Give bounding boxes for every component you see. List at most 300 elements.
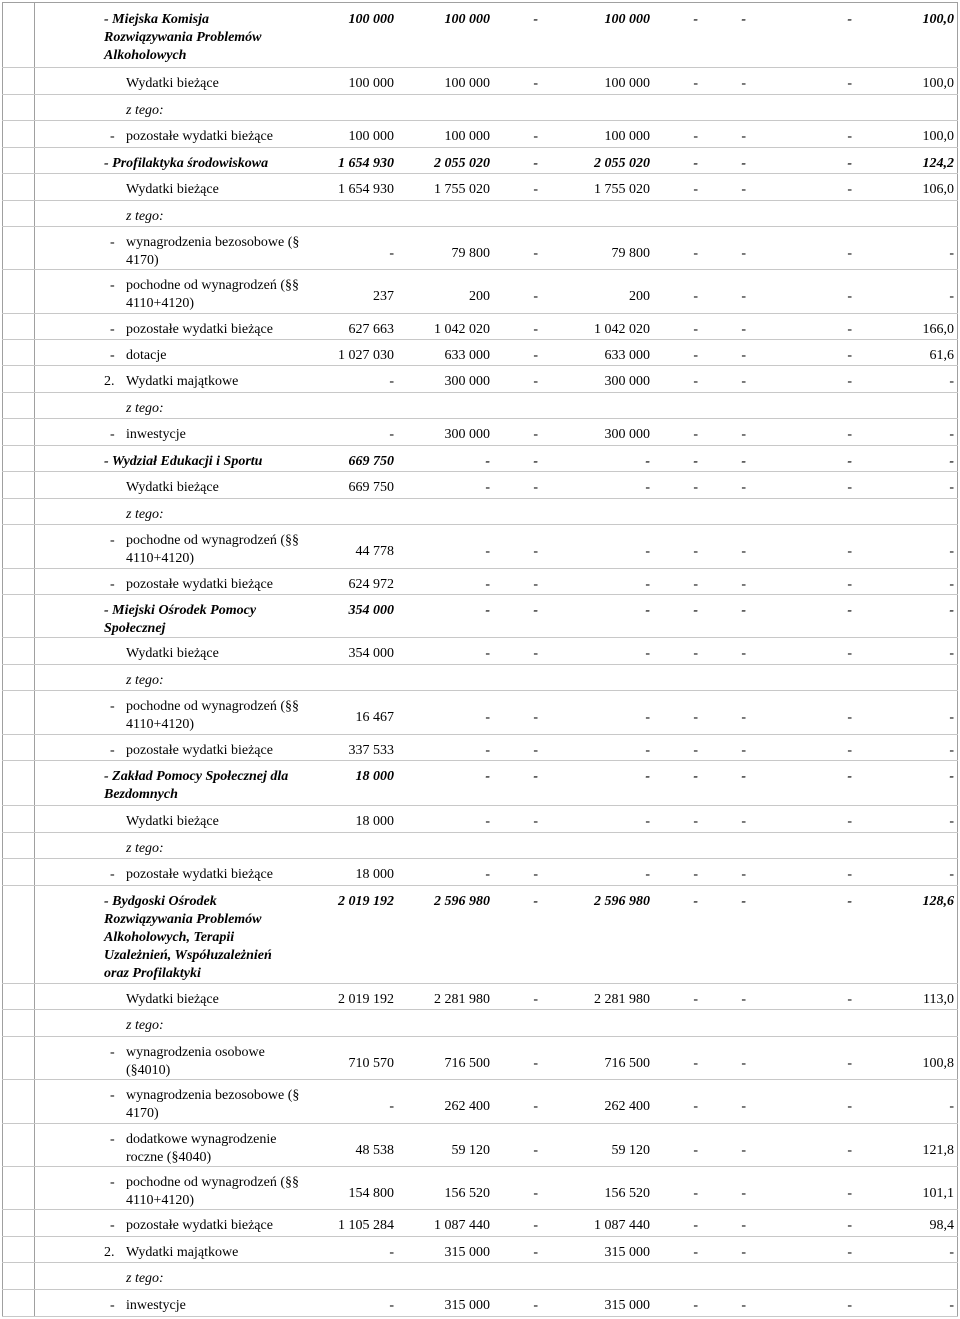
item-dash: - xyxy=(110,1175,115,1190)
of-which-label: z tego: xyxy=(126,103,164,118)
value-cell: - xyxy=(485,814,490,829)
value-cell: - xyxy=(645,814,650,829)
value-cell: - xyxy=(949,289,954,304)
item-dash: - xyxy=(110,699,115,714)
value-cell: - xyxy=(485,577,490,592)
value-cell: - xyxy=(847,544,852,559)
value-cell: - xyxy=(949,769,954,784)
value-cell: - xyxy=(741,374,746,389)
value-cell: - xyxy=(533,480,538,495)
value-cell: - xyxy=(645,646,650,661)
value-cell: - xyxy=(949,454,954,469)
value-cell: - xyxy=(693,577,698,592)
value-cell: - xyxy=(533,867,538,882)
value-cell: 300 000 xyxy=(444,374,490,389)
value-cell: 79 800 xyxy=(451,246,490,261)
value-cell: 18 000 xyxy=(355,769,394,784)
table-row xyxy=(2,1124,958,1167)
value-cell: - xyxy=(693,769,698,784)
value-cell: - xyxy=(485,646,490,661)
value-cell: - xyxy=(693,1143,698,1158)
value-cell: 44 778 xyxy=(355,544,394,559)
value-cell: 669 750 xyxy=(348,454,394,469)
value-cell: - xyxy=(533,76,538,91)
item-label: pozostałe wydatki bieżące xyxy=(126,129,273,144)
value-cell: 100 000 xyxy=(604,12,650,27)
of-which-label: z tego: xyxy=(126,673,164,688)
value-cell: - xyxy=(533,577,538,592)
table-row xyxy=(2,201,958,227)
value-cell: 2 596 980 xyxy=(594,894,650,909)
table-row xyxy=(2,886,958,984)
item-dash: - xyxy=(110,743,115,758)
value-cell: 106,0 xyxy=(922,182,954,197)
value-cell: - xyxy=(693,129,698,144)
value-cell: - xyxy=(389,246,394,261)
value-cell: - xyxy=(693,894,698,909)
row-category-label: Wydatki majątkowe xyxy=(126,1245,239,1260)
value-cell: - xyxy=(741,1245,746,1260)
value-cell: 48 538 xyxy=(355,1143,394,1158)
value-cell: - xyxy=(533,246,538,261)
value-cell: 100 000 xyxy=(348,129,394,144)
of-which-label: z tego: xyxy=(126,1018,164,1033)
table-row xyxy=(2,393,958,419)
value-cell: - xyxy=(741,867,746,882)
value-cell: - xyxy=(741,577,746,592)
value-cell: - xyxy=(847,577,852,592)
item-dash: - xyxy=(110,533,115,548)
value-cell: 262 400 xyxy=(604,1099,650,1114)
item-dash: - xyxy=(110,235,115,250)
value-cell: - xyxy=(693,1298,698,1313)
of-which-label: z tego: xyxy=(126,1271,164,1286)
value-cell: - xyxy=(847,1298,852,1313)
value-cell: - xyxy=(949,646,954,661)
table-row xyxy=(2,148,958,174)
value-cell: - xyxy=(693,1218,698,1233)
value-cell: - xyxy=(847,76,852,91)
value-cell: - xyxy=(693,182,698,197)
value-cell: - xyxy=(847,156,852,171)
value-cell: - xyxy=(949,1099,954,1114)
value-cell: - xyxy=(949,246,954,261)
table-row xyxy=(2,833,958,859)
value-cell: - xyxy=(533,322,538,337)
value-cell: 128,6 xyxy=(922,894,954,909)
value-cell: - xyxy=(949,480,954,495)
value-cell: 100 000 xyxy=(348,12,394,27)
frame-top-line xyxy=(2,2,958,3)
value-cell: 2 019 192 xyxy=(338,894,394,909)
value-cell: 98,4 xyxy=(929,1218,954,1233)
value-cell: - xyxy=(741,1218,746,1233)
value-cell: - xyxy=(485,603,490,618)
value-cell: - xyxy=(949,427,954,442)
value-cell: - xyxy=(741,646,746,661)
value-cell: 627 663 xyxy=(348,322,394,337)
row-number: 2. xyxy=(104,374,115,389)
value-cell: - xyxy=(847,992,852,1007)
value-cell: 1 042 020 xyxy=(594,322,650,337)
value-cell: - xyxy=(533,1186,538,1201)
table-row xyxy=(2,859,958,886)
value-cell: - xyxy=(847,289,852,304)
value-cell: - xyxy=(533,12,538,27)
table-row xyxy=(2,340,958,366)
value-cell: 166,0 xyxy=(922,322,954,337)
item-label: pochodne od wynagrodzeń (§§ 4110+4120) xyxy=(126,278,300,311)
table-row xyxy=(2,121,958,148)
value-cell: 100 000 xyxy=(348,76,394,91)
value-cell: 156 520 xyxy=(444,1186,490,1201)
value-cell: 59 120 xyxy=(611,1143,650,1158)
value-cell: 354 000 xyxy=(348,603,394,618)
unit-name: - Profilaktyka środowiskowa xyxy=(104,156,269,171)
unit-name: - Wydział Edukacji i Sportu xyxy=(104,454,263,469)
value-cell: - xyxy=(533,1298,538,1313)
value-cell: - xyxy=(533,710,538,725)
value-cell: - xyxy=(847,603,852,618)
value-cell: 100 000 xyxy=(444,76,490,91)
value-cell: - xyxy=(847,814,852,829)
value-cell: - xyxy=(847,427,852,442)
table-row xyxy=(2,665,958,691)
value-cell: - xyxy=(693,743,698,758)
value-cell: - xyxy=(949,577,954,592)
value-cell: 2 281 980 xyxy=(594,992,650,1007)
value-cell: 315 000 xyxy=(444,1245,490,1260)
value-cell: - xyxy=(533,603,538,618)
value-cell: - xyxy=(389,1245,394,1260)
item-dash: - xyxy=(110,1088,115,1103)
value-cell: - xyxy=(645,454,650,469)
value-cell: 1 027 030 xyxy=(338,348,394,363)
value-cell: - xyxy=(693,544,698,559)
value-cell: - xyxy=(741,814,746,829)
value-cell: - xyxy=(693,289,698,304)
value-cell: 100 000 xyxy=(604,129,650,144)
value-cell: 18 000 xyxy=(355,814,394,829)
item-dash: - xyxy=(110,427,115,442)
unit-name: - Zakład Pomocy Społecznej dla Bezdomnych xyxy=(104,769,289,802)
value-cell: - xyxy=(533,374,538,389)
value-cell: - xyxy=(949,743,954,758)
value-cell: - xyxy=(741,129,746,144)
row-category-label: Wydatki bieżące xyxy=(126,182,219,197)
value-cell: - xyxy=(389,374,394,389)
value-cell: - xyxy=(693,992,698,1007)
value-cell: 124,2 xyxy=(922,156,954,171)
table-row xyxy=(2,68,958,95)
value-cell: - xyxy=(389,427,394,442)
value-cell: - xyxy=(741,348,746,363)
value-cell: - xyxy=(741,322,746,337)
value-cell: - xyxy=(533,427,538,442)
value-cell: - xyxy=(693,480,698,495)
value-cell: - xyxy=(485,480,490,495)
value-cell: - xyxy=(741,454,746,469)
value-cell: 18 000 xyxy=(355,867,394,882)
row-number: 2. xyxy=(104,1245,115,1260)
value-cell: - xyxy=(693,1099,698,1114)
value-cell: - xyxy=(533,348,538,363)
value-cell: - xyxy=(949,544,954,559)
value-cell: - xyxy=(693,246,698,261)
value-cell: 716 500 xyxy=(604,1056,650,1071)
value-cell: 2 055 020 xyxy=(594,156,650,171)
value-cell: - xyxy=(693,374,698,389)
table-row xyxy=(2,4,958,68)
table-row xyxy=(2,1290,958,1317)
table-row xyxy=(2,691,958,735)
table-row xyxy=(2,95,958,121)
item-dash: - xyxy=(110,1045,115,1060)
row-category-label: Wydatki bieżące xyxy=(126,76,219,91)
item-label: inwestycje xyxy=(126,427,186,442)
item-label: inwestycje xyxy=(126,1298,186,1313)
value-cell: 300 000 xyxy=(444,427,490,442)
value-cell: 716 500 xyxy=(444,1056,490,1071)
value-cell: 315 000 xyxy=(604,1298,650,1313)
value-cell: - xyxy=(389,1099,394,1114)
value-cell: - xyxy=(949,710,954,725)
item-label: pochodne od wynagrodzeń (§§ 4110+4120) xyxy=(126,699,300,732)
value-cell: 633 000 xyxy=(444,348,490,363)
row-category-label: Wydatki bieżące xyxy=(126,814,219,829)
unit-name: - Miejski Ośrodek Pomocy Społecznej xyxy=(104,603,257,636)
value-cell: - xyxy=(645,544,650,559)
table-row xyxy=(2,525,958,569)
value-cell: - xyxy=(693,156,698,171)
value-cell: 156 520 xyxy=(604,1186,650,1201)
value-cell: - xyxy=(693,710,698,725)
value-cell: 1 755 020 xyxy=(594,182,650,197)
of-which-label: z tego: xyxy=(126,401,164,416)
value-cell: - xyxy=(847,12,852,27)
value-cell: - xyxy=(693,814,698,829)
value-cell: 2 019 192 xyxy=(338,992,394,1007)
value-cell: - xyxy=(741,480,746,495)
value-cell: 315 000 xyxy=(604,1245,650,1260)
value-cell: - xyxy=(741,1099,746,1114)
table-row xyxy=(2,270,958,314)
table-row xyxy=(2,1210,958,1237)
item-label: pozostałe wydatki bieżące xyxy=(126,577,273,592)
value-cell: - xyxy=(693,348,698,363)
item-label: wynagrodzenia bezosobowe (§ 4170) xyxy=(126,1088,300,1121)
value-cell: 237 xyxy=(373,289,394,304)
table-row xyxy=(2,174,958,201)
value-cell: 2 055 020 xyxy=(434,156,490,171)
table-row xyxy=(2,472,958,499)
table-row xyxy=(2,1037,958,1080)
item-label: pozostałe wydatki bieżące xyxy=(126,1218,273,1233)
value-cell: - xyxy=(847,129,852,144)
value-cell: 113,0 xyxy=(923,992,954,1007)
of-which-label: z tego: xyxy=(126,841,164,856)
unit-name: - Bydgoski Ośrodek Rozwiązywania Problemów Alkoholowych, Terapii Uzależnień, Współuzależnień oraz Profilaktyki xyxy=(104,894,272,981)
table-row xyxy=(2,446,958,472)
value-cell: 337 533 xyxy=(348,743,394,758)
value-cell: - xyxy=(533,646,538,661)
table-row xyxy=(2,806,958,833)
value-cell: - xyxy=(693,322,698,337)
value-cell: 101,1 xyxy=(922,1186,954,1201)
value-cell: 315 000 xyxy=(444,1298,490,1313)
value-cell: - xyxy=(847,1186,852,1201)
value-cell: - xyxy=(485,769,490,784)
value-cell: - xyxy=(847,1099,852,1114)
item-label: pozostałe wydatki bieżące xyxy=(126,743,273,758)
budget-table-page xyxy=(2,2,958,1317)
value-cell: 121,8 xyxy=(922,1143,954,1158)
value-cell: - xyxy=(847,1056,852,1071)
value-cell: - xyxy=(533,743,538,758)
value-cell: - xyxy=(533,894,538,909)
table-row xyxy=(2,499,958,525)
table-row xyxy=(2,1263,958,1290)
item-label: dodatkowe wynagrodzenie roczne (§4040) xyxy=(126,1132,277,1165)
value-cell: - xyxy=(741,12,746,27)
value-cell: 79 800 xyxy=(611,246,650,261)
value-cell: 100,0 xyxy=(922,129,954,144)
item-label: pochodne od wynagrodzeń (§§ 4110+4120) xyxy=(126,1175,300,1208)
value-cell: - xyxy=(533,1143,538,1158)
item-dash: - xyxy=(110,322,115,337)
value-cell: - xyxy=(389,1298,394,1313)
value-cell: - xyxy=(693,1186,698,1201)
value-cell: - xyxy=(741,246,746,261)
row-category-label: Wydatki majątkowe xyxy=(126,374,239,389)
value-cell: 1 654 930 xyxy=(338,156,394,171)
table-row xyxy=(2,227,958,270)
table-row xyxy=(2,1080,958,1124)
value-cell: - xyxy=(741,1143,746,1158)
value-cell: 633 000 xyxy=(604,348,650,363)
value-cell: - xyxy=(693,454,698,469)
value-cell: - xyxy=(485,867,490,882)
value-cell: 1 105 284 xyxy=(338,1218,394,1233)
row-category-label: Wydatki bieżące xyxy=(126,646,219,661)
value-cell: - xyxy=(741,1056,746,1071)
item-label: pozostałe wydatki bieżące xyxy=(126,867,273,882)
table-row xyxy=(2,735,958,761)
value-cell: - xyxy=(741,1298,746,1313)
value-cell: - xyxy=(847,710,852,725)
value-cell: - xyxy=(741,603,746,618)
value-cell: - xyxy=(847,1218,852,1233)
value-cell: - xyxy=(741,544,746,559)
value-cell: - xyxy=(693,1056,698,1071)
value-cell: 61,6 xyxy=(929,348,954,363)
value-cell: - xyxy=(693,427,698,442)
table-row xyxy=(2,314,958,340)
value-cell: - xyxy=(693,867,698,882)
value-cell: 1 087 440 xyxy=(434,1218,490,1233)
value-cell: 1 654 930 xyxy=(338,182,394,197)
item-label: pochodne od wynagrodzeń (§§ 4110+4120) xyxy=(126,533,300,566)
value-cell: - xyxy=(847,246,852,261)
of-which-label: z tego: xyxy=(126,209,164,224)
value-cell: - xyxy=(693,12,698,27)
value-cell: - xyxy=(645,710,650,725)
value-cell: 262 400 xyxy=(444,1099,490,1114)
value-cell: - xyxy=(645,577,650,592)
value-cell: - xyxy=(847,867,852,882)
value-cell: 1 042 020 xyxy=(434,322,490,337)
value-cell: 624 972 xyxy=(348,577,394,592)
value-cell: - xyxy=(741,894,746,909)
table-row xyxy=(2,1010,958,1037)
value-cell: 300 000 xyxy=(604,427,650,442)
value-cell: - xyxy=(533,129,538,144)
value-cell: - xyxy=(533,1218,538,1233)
table-row xyxy=(2,419,958,446)
value-cell: 16 467 xyxy=(355,710,394,725)
value-cell: - xyxy=(741,182,746,197)
value-cell: - xyxy=(949,603,954,618)
value-cell: 100,8 xyxy=(922,1056,954,1071)
value-cell: - xyxy=(847,1245,852,1260)
value-cell: 100 000 xyxy=(444,12,490,27)
row-category-label: Wydatki bieżące xyxy=(126,992,219,1007)
value-cell: 200 xyxy=(469,289,490,304)
value-cell: 100,0 xyxy=(922,12,954,27)
value-cell: - xyxy=(533,454,538,469)
value-cell: - xyxy=(949,374,954,389)
value-cell: - xyxy=(485,743,490,758)
value-cell: - xyxy=(847,322,852,337)
value-cell: - xyxy=(693,646,698,661)
unit-name: - Miejska Komisja Rozwiązywania Problemów Alkoholowych xyxy=(104,12,262,63)
value-cell: - xyxy=(693,603,698,618)
value-cell: - xyxy=(741,289,746,304)
value-cell: 300 000 xyxy=(604,374,650,389)
value-cell: - xyxy=(847,454,852,469)
value-cell: - xyxy=(847,182,852,197)
value-cell: - xyxy=(533,769,538,784)
value-cell: - xyxy=(847,894,852,909)
table-row xyxy=(2,366,958,393)
value-cell: - xyxy=(847,1143,852,1158)
value-cell: 1 087 440 xyxy=(594,1218,650,1233)
item-label: wynagrodzenia osobowe (§4010) xyxy=(126,1045,265,1078)
value-cell: - xyxy=(741,769,746,784)
item-label: wynagrodzenia bezosobowe (§ 4170) xyxy=(126,235,300,268)
item-dash: - xyxy=(110,1298,115,1313)
value-cell: 2 596 980 xyxy=(434,894,490,909)
item-dash: - xyxy=(110,278,115,293)
value-cell: - xyxy=(847,348,852,363)
value-cell: - xyxy=(485,544,490,559)
value-cell: - xyxy=(693,76,698,91)
value-cell: - xyxy=(949,1298,954,1313)
table-row xyxy=(2,569,958,595)
value-cell: 200 xyxy=(629,289,650,304)
table-row xyxy=(2,638,958,665)
item-dash: - xyxy=(110,867,115,882)
item-dash: - xyxy=(110,1218,115,1233)
value-cell: - xyxy=(533,992,538,1007)
value-cell: 354 000 xyxy=(348,646,394,661)
value-cell: - xyxy=(645,743,650,758)
value-cell: - xyxy=(533,182,538,197)
value-cell: - xyxy=(847,646,852,661)
value-cell: - xyxy=(533,1245,538,1260)
value-cell: 154 800 xyxy=(348,1186,394,1201)
value-cell: - xyxy=(741,992,746,1007)
